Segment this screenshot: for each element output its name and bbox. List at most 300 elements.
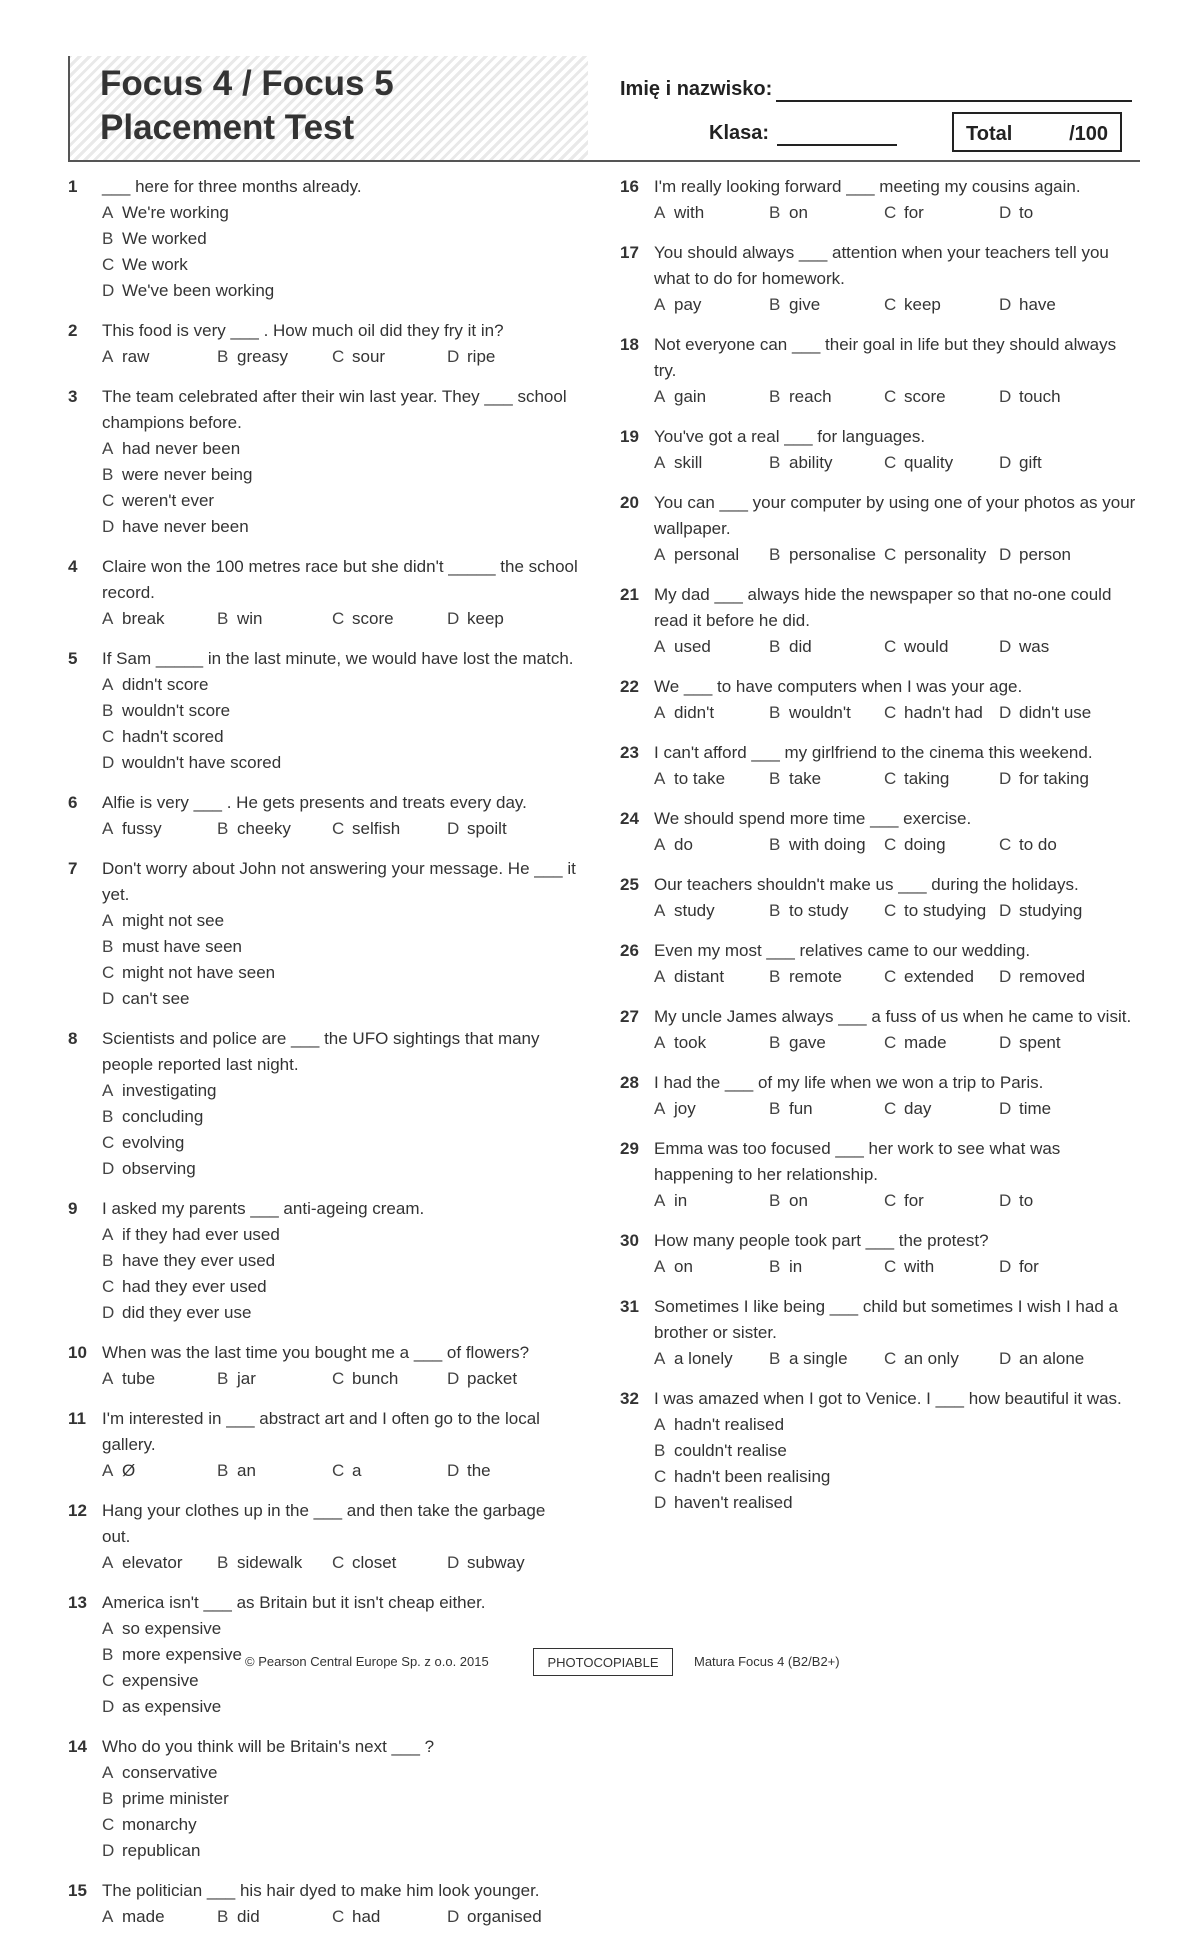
question-30 [620, 1228, 1140, 1280]
option-text: for [904, 1191, 924, 1210]
option-text: couldn't realise [674, 1441, 787, 1460]
answer-option[interactable] [102, 1458, 217, 1484]
option-text: didn't score [122, 675, 209, 694]
answer-option[interactable] [102, 1812, 357, 1838]
question-stem: When was the last time you bought me a ___ of flowers? [102, 1343, 530, 1362]
question-stem: If Sam _____ in the last minute, we would have lost the match. [102, 649, 574, 668]
answer-option[interactable] [217, 1550, 332, 1576]
option-text: concluding [122, 1107, 204, 1126]
answer-option[interactable] [884, 1346, 999, 1372]
option-letter: B [102, 1107, 114, 1126]
name-field-line[interactable] [776, 100, 1132, 102]
answer-option[interactable] [654, 634, 769, 660]
option-text: gain [674, 387, 707, 406]
question-number: 24 [620, 809, 639, 828]
answer-option[interactable] [102, 278, 357, 304]
answer-options [620, 1254, 1140, 1280]
answer-option[interactable] [447, 344, 562, 370]
answer-option[interactable] [884, 450, 999, 476]
option-text: to do [1019, 835, 1057, 854]
option-text: did they ever use [122, 1303, 252, 1322]
answer-option[interactable] [102, 1550, 217, 1576]
option-letter: B [769, 1191, 781, 1210]
answer-option[interactable] [654, 1030, 769, 1056]
answer-option[interactable] [999, 200, 1114, 226]
answer-option[interactable] [217, 816, 332, 842]
answer-option[interactable] [654, 832, 769, 858]
answer-option[interactable] [332, 816, 447, 842]
option-text: packet [467, 1369, 518, 1388]
question-number: 19 [620, 427, 639, 446]
option-text: did [789, 637, 812, 656]
answer-option[interactable] [654, 1464, 909, 1490]
question-stem: The politician ___ his hair dyed to make him look younger. [102, 1881, 540, 1900]
answer-option[interactable] [769, 964, 884, 990]
answer-option[interactable] [884, 1096, 999, 1122]
option-letter: C [884, 1349, 897, 1368]
answer-option[interactable] [769, 200, 884, 226]
answer-option[interactable] [769, 1030, 884, 1056]
answer-option[interactable] [999, 1254, 1114, 1280]
question-number: 23 [620, 743, 639, 762]
option-letter: D [102, 1159, 115, 1178]
answer-option[interactable] [102, 908, 357, 934]
option-text: a single [789, 1349, 848, 1368]
answer-option[interactable] [102, 436, 357, 462]
answer-option[interactable] [102, 252, 357, 278]
answer-options [620, 1412, 1140, 1516]
answer-option[interactable] [999, 450, 1114, 476]
question-head [68, 646, 578, 672]
answer-option[interactable] [217, 1366, 332, 1392]
answer-option[interactable] [102, 344, 217, 370]
header-left-border [68, 56, 70, 162]
option-text: to [1019, 1191, 1034, 1210]
option-text: pay [674, 295, 702, 314]
answer-option[interactable] [654, 1096, 769, 1122]
answer-option[interactable] [447, 1904, 562, 1930]
question-stem: I'm really looking forward ___ meeting my cousins again. [654, 177, 1081, 196]
answer-option[interactable] [769, 1188, 884, 1214]
option-letter: D [999, 545, 1012, 564]
question-number: 28 [620, 1073, 639, 1092]
option-text: break [122, 609, 165, 628]
option-letter: B [102, 1789, 114, 1808]
option-letter: C [884, 203, 897, 222]
answer-option[interactable] [447, 606, 562, 632]
answer-option[interactable] [102, 1156, 357, 1182]
question-stem: We ___ to have computers when I was your age. [654, 677, 1023, 696]
question-head [620, 938, 1140, 964]
answer-option[interactable] [769, 450, 884, 476]
answer-option[interactable] [102, 1786, 357, 1812]
answer-option[interactable] [102, 1616, 357, 1642]
option-text: organised [467, 1907, 542, 1926]
option-text: investigating [122, 1081, 217, 1100]
option-letter: B [217, 347, 229, 366]
option-letter: A [102, 1461, 114, 1480]
answer-option[interactable] [769, 898, 884, 924]
option-text: wouldn't score [122, 701, 231, 720]
option-letter: D [447, 1369, 460, 1388]
option-letter: B [769, 637, 781, 656]
answer-option[interactable] [999, 634, 1114, 660]
answer-option[interactable] [332, 1904, 447, 1930]
answer-option[interactable] [884, 1188, 999, 1214]
question-stem: We should spend more time ___ exercise. [654, 809, 972, 828]
option-text: remote [789, 967, 842, 986]
question-number: 11 [68, 1409, 86, 1428]
answer-options [68, 344, 578, 370]
answer-option[interactable] [102, 1222, 357, 1248]
answer-option[interactable] [654, 1412, 909, 1438]
option-text: have never been [122, 517, 249, 536]
option-letter: B [769, 901, 781, 920]
name-label: Imię i nazwisko: [620, 78, 773, 100]
question-number: 8 [68, 1029, 78, 1048]
answer-option[interactable] [999, 1188, 1114, 1214]
question-stem: My dad ___ always hide the newspaper so that no-one could read it before he did. [654, 585, 1112, 630]
answer-options [620, 898, 1140, 924]
answer-option[interactable] [654, 964, 769, 990]
option-text: might not see [122, 911, 225, 930]
questions-right-column [620, 174, 1140, 1530]
answer-option[interactable] [769, 700, 884, 726]
option-text: took [674, 1033, 707, 1052]
answer-option[interactable] [332, 606, 447, 632]
option-letter: C [332, 609, 345, 628]
answer-option[interactable] [654, 1188, 769, 1214]
option-letter: A [102, 1225, 114, 1244]
answer-option[interactable] [999, 1096, 1114, 1122]
question-head [68, 554, 578, 606]
answer-option[interactable] [654, 450, 769, 476]
option-text: to study [789, 901, 849, 920]
answer-option[interactable] [884, 700, 999, 726]
answer-option[interactable] [217, 1458, 332, 1484]
option-text: personalise [789, 545, 876, 564]
question-stem: You can ___ your computer by using one of your photos as your wallpaper. [654, 493, 1136, 538]
answer-option[interactable] [769, 292, 884, 318]
answer-option[interactable] [102, 226, 357, 252]
answer-option[interactable] [654, 1346, 769, 1372]
answer-option[interactable] [102, 200, 357, 226]
option-letter: A [654, 387, 666, 406]
edition-text: Matura Focus 4 (B2/B2+) [694, 1654, 840, 1669]
question-number: 18 [620, 335, 639, 354]
question-number: 13 [68, 1593, 87, 1612]
answer-option[interactable] [769, 832, 884, 858]
option-letter: C [332, 1461, 345, 1480]
answer-option[interactable] [884, 964, 999, 990]
answer-option[interactable] [217, 1904, 332, 1930]
option-letter: A [654, 1415, 666, 1434]
answer-option[interactable] [884, 542, 999, 568]
option-letter: A [654, 901, 666, 920]
answer-option[interactable] [999, 964, 1114, 990]
answer-option[interactable] [102, 1078, 357, 1104]
answer-option[interactable] [447, 1550, 562, 1576]
option-letter: B [769, 545, 781, 564]
answer-option[interactable] [769, 766, 884, 792]
option-text: to [1019, 203, 1034, 222]
question-head [620, 1004, 1140, 1030]
answer-option[interactable] [654, 1254, 769, 1280]
answer-option[interactable] [217, 344, 332, 370]
question-head [620, 1294, 1140, 1346]
option-text: a lonely [674, 1349, 733, 1368]
option-letter: D [447, 1461, 460, 1480]
answer-option[interactable] [332, 1550, 447, 1576]
answer-option[interactable] [102, 462, 357, 488]
option-letter: D [102, 281, 115, 300]
question-stem: Scientists and police are ___ the UFO sightings that many people reported last night. [102, 1029, 540, 1074]
question-3 [68, 384, 578, 540]
question-head [68, 856, 578, 908]
page-title [100, 62, 394, 150]
question-number: 12 [68, 1501, 87, 1520]
option-letter: A [654, 1191, 666, 1210]
option-letter: D [999, 967, 1012, 986]
answer-option[interactable] [447, 816, 562, 842]
answer-option[interactable] [654, 384, 769, 410]
answer-option[interactable] [884, 898, 999, 924]
answer-option[interactable] [102, 1300, 357, 1326]
question-head [68, 1734, 578, 1760]
question-stem: This food is very ___ . How much oil did they fry it in? [102, 321, 504, 340]
answer-option[interactable] [332, 344, 447, 370]
option-letter: C [102, 963, 115, 982]
question-head [620, 424, 1140, 450]
answer-option[interactable] [884, 200, 999, 226]
option-text: on [789, 203, 808, 222]
answer-option[interactable] [999, 766, 1114, 792]
answer-option[interactable] [102, 606, 217, 632]
option-text: ripe [467, 347, 496, 366]
question-head [620, 740, 1140, 766]
question-head [68, 1878, 578, 1904]
option-letter: B [217, 819, 229, 838]
answer-options [620, 542, 1140, 568]
answer-option[interactable] [999, 542, 1114, 568]
answer-option[interactable] [102, 816, 217, 842]
question-number: 16 [620, 177, 639, 196]
question-head [620, 806, 1140, 832]
option-letter: B [769, 1033, 781, 1052]
answer-option[interactable] [102, 724, 357, 750]
option-text: as expensive [122, 1697, 222, 1716]
option-text: keep [467, 609, 504, 628]
option-text: an alone [1019, 1349, 1085, 1368]
option-letter: B [102, 937, 114, 956]
option-letter: B [654, 1441, 666, 1460]
answer-option[interactable] [102, 1668, 357, 1694]
answer-option[interactable] [102, 672, 357, 698]
answer-options [620, 634, 1140, 660]
answer-option[interactable] [769, 1346, 884, 1372]
answer-option[interactable] [999, 898, 1114, 924]
answer-option[interactable] [102, 1104, 357, 1130]
answer-option[interactable] [999, 832, 1114, 858]
option-text: We're working [122, 203, 229, 222]
option-letter: D [999, 453, 1012, 472]
answer-option[interactable] [769, 1096, 884, 1122]
question-number: 30 [620, 1231, 639, 1250]
answer-option[interactable] [769, 384, 884, 410]
option-text: was [1019, 637, 1050, 656]
option-letter: D [999, 387, 1012, 406]
answer-option[interactable] [332, 1366, 447, 1392]
answer-option[interactable] [102, 1248, 357, 1274]
title-line-1: Focus 4 / Focus 5 [100, 64, 394, 103]
answer-option[interactable] [447, 1458, 562, 1484]
option-text: have they ever used [122, 1251, 276, 1270]
question-stem: You've got a real ___ for languages. [654, 427, 926, 446]
answer-option[interactable] [884, 384, 999, 410]
answer-option[interactable] [999, 1030, 1114, 1056]
class-field-line[interactable] [777, 144, 897, 146]
option-letter: D [999, 1033, 1012, 1052]
option-letter: D [447, 347, 460, 366]
option-text: We've been working [122, 281, 275, 300]
answer-option[interactable] [884, 1030, 999, 1056]
answer-option[interactable] [654, 898, 769, 924]
question-head [68, 384, 578, 436]
question-6 [68, 790, 578, 842]
option-text: closet [352, 1553, 397, 1572]
option-letter: B [769, 387, 781, 406]
option-letter: C [332, 1907, 345, 1926]
answer-option[interactable] [102, 1366, 217, 1392]
question-number: 26 [620, 941, 639, 960]
answer-option[interactable] [654, 1438, 909, 1464]
option-letter: A [102, 675, 114, 694]
answer-option[interactable] [654, 200, 769, 226]
option-text: to studying [904, 901, 987, 920]
option-text: wouldn't [789, 703, 851, 722]
answer-option[interactable] [999, 1346, 1114, 1372]
option-letter: A [654, 295, 666, 314]
answer-option[interactable] [884, 832, 999, 858]
answer-option[interactable] [102, 698, 357, 724]
answer-option[interactable] [884, 634, 999, 660]
answer-option[interactable] [102, 514, 357, 540]
answer-options [68, 672, 578, 776]
answer-option[interactable] [102, 960, 357, 986]
answer-option[interactable] [884, 1254, 999, 1280]
answer-options [620, 1096, 1140, 1122]
question-1 [68, 174, 578, 304]
question-stem: How many people took part ___ the protest? [654, 1231, 989, 1250]
option-text: republican [122, 1841, 201, 1860]
answer-option[interactable] [102, 986, 357, 1012]
answer-options [68, 1760, 578, 1864]
answer-option[interactable] [654, 542, 769, 568]
answer-option[interactable] [102, 1274, 357, 1300]
question-18 [620, 332, 1140, 410]
option-letter: D [999, 1257, 1012, 1276]
option-letter: D [102, 989, 115, 1008]
option-letter: D [654, 1493, 667, 1512]
answer-option[interactable] [102, 750, 357, 776]
answer-options [620, 450, 1140, 476]
question-stem: Sometimes I like being ___ child but sometimes I wish I had a brother or sister. [654, 1297, 1118, 1342]
question-head [620, 240, 1140, 292]
option-text: with [904, 1257, 935, 1276]
answer-option[interactable] [884, 292, 999, 318]
option-text: score [352, 609, 394, 628]
option-letter: D [447, 819, 460, 838]
answer-option[interactable] [102, 1694, 357, 1720]
option-letter: A [654, 453, 666, 472]
option-text: weren't ever [122, 491, 215, 510]
answer-option[interactable] [102, 1760, 357, 1786]
option-letter: C [884, 703, 897, 722]
answer-option[interactable] [102, 488, 357, 514]
question-stem: Our teachers shouldn't make us ___ during the holidays. [654, 875, 1079, 894]
answer-option[interactable] [654, 766, 769, 792]
option-text: did [237, 1907, 260, 1926]
answer-option[interactable] [102, 1130, 357, 1156]
question-head [68, 1590, 578, 1616]
option-letter: B [769, 1099, 781, 1118]
answer-option[interactable] [654, 292, 769, 318]
answer-option[interactable] [654, 700, 769, 726]
answer-option[interactable] [769, 634, 884, 660]
option-text: Ø [122, 1461, 136, 1480]
answer-option[interactable] [102, 934, 357, 960]
answer-option[interactable] [999, 384, 1114, 410]
option-letter: D [999, 1349, 1012, 1368]
option-letter: A [102, 609, 114, 628]
question-number: 1 [68, 177, 78, 196]
question-stem: ___ here for three months already. [102, 177, 362, 196]
answer-options [68, 1550, 578, 1576]
question-head [68, 1406, 578, 1458]
answer-option[interactable] [769, 542, 884, 568]
option-letter: B [769, 769, 781, 788]
option-text: can't see [122, 989, 190, 1008]
option-letter: C [884, 387, 897, 406]
question-stem: Emma was too focused ___ her work to see what was happening to her relationship. [654, 1139, 1061, 1184]
question-head [620, 582, 1140, 634]
option-letter: B [769, 1257, 781, 1276]
total-label: Total [966, 123, 1013, 145]
answer-option[interactable] [999, 700, 1114, 726]
answer-option[interactable] [884, 766, 999, 792]
option-text: a [352, 1461, 362, 1480]
question-number: 3 [68, 387, 78, 406]
answer-option[interactable] [217, 606, 332, 632]
option-letter: C [654, 1467, 667, 1486]
option-letter: A [102, 819, 114, 838]
answer-option[interactable] [654, 1490, 909, 1516]
question-stem: I can't afford ___ my girlfriend to the cinema this weekend. [654, 743, 1093, 762]
option-text: doing [904, 835, 946, 854]
answer-option[interactable] [447, 1366, 562, 1392]
answer-option[interactable] [102, 1838, 357, 1864]
option-text: if they had ever used [122, 1225, 280, 1244]
answer-option[interactable] [999, 292, 1114, 318]
answer-option[interactable] [332, 1458, 447, 1484]
answer-option[interactable] [769, 1254, 884, 1280]
answer-option[interactable] [102, 1904, 217, 1930]
question-head [620, 674, 1140, 700]
question-20 [620, 490, 1140, 568]
title-line-2: Placement Test [100, 108, 355, 147]
question-stem: Alfie is very ___ . He gets presents and treats every day. [102, 793, 527, 812]
question-number: 17 [620, 243, 639, 262]
